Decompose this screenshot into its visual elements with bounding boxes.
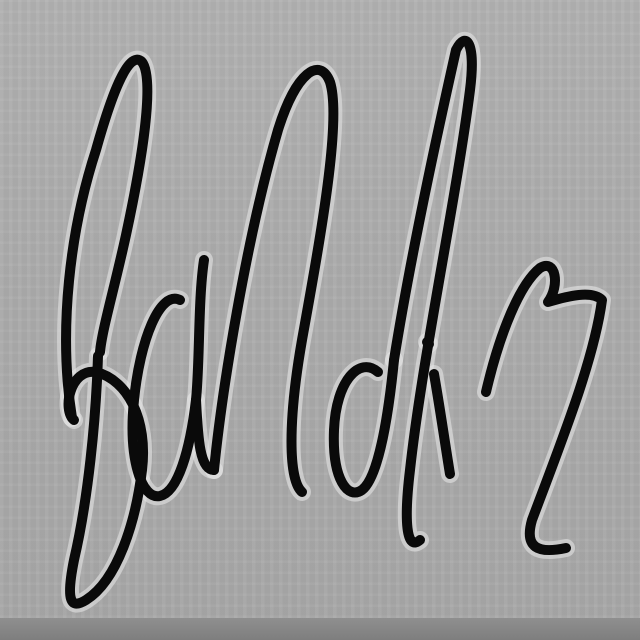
scan-bottom-band	[0, 618, 640, 640]
letter-i-dot	[427, 342, 429, 344]
letter-l	[214, 70, 333, 492]
